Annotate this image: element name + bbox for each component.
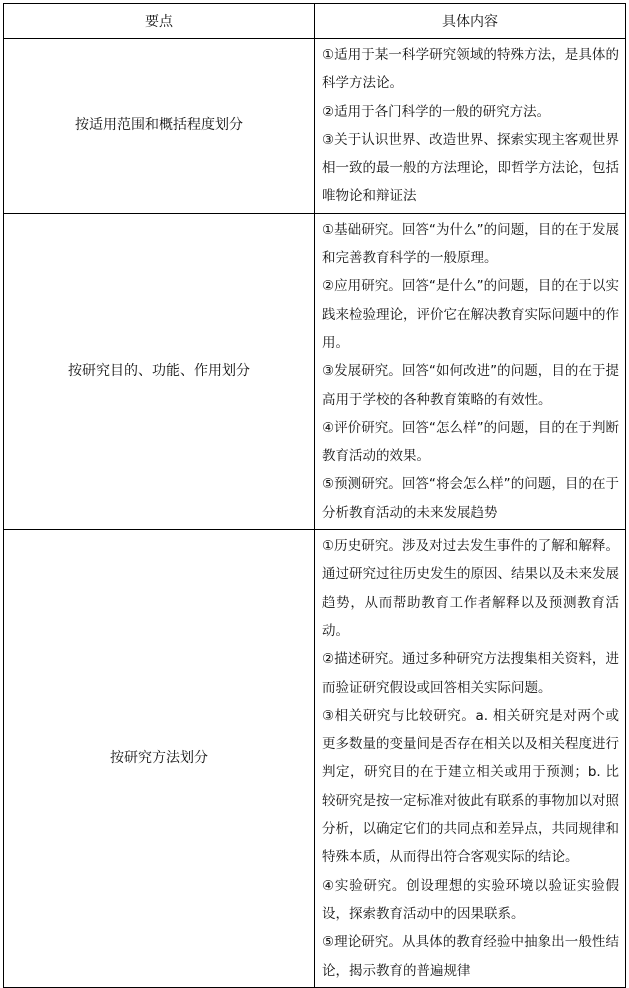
list-item: ①适用于某一科学研究领域的特殊方法，是具体的科学方法论。 [322, 47, 619, 92]
list-item: ③相关研究与比较研究。a. 相关研究是对两个或更多数量的变量间是否存在相关以及相关程度进行判定，研究目的在于建立相关或用于预测；b. 比较研究是按一定标准对彼此有联系的事物加以对照分析，以确定它们的共同点和差异点，共同规律和特殊本质，从而得出符合客观实际的结论。 [322, 707, 619, 866]
row-content [315, 213, 626, 529]
row-content [315, 39, 626, 214]
table-header-row [4, 4, 626, 39]
row-key: 按适用范围和概括程度划分 [4, 39, 315, 214]
list-item: ②适用于各门科学的一般的研究方法。 [322, 103, 551, 120]
table-row [4, 39, 626, 214]
list-item: ⑤理论研究。从具体的教育经验中抽象出一般性结论，揭示教育的普遍规律 [322, 934, 619, 979]
table-row [4, 530, 626, 988]
list-item: ③关于认识世界、改造世界、探索实现主客观世界相一致的最一般的方法理论，即哲学方法论，包括唯物论和辩证法 [322, 131, 619, 205]
row-key: 按研究目的、功能、作用划分 [4, 213, 315, 529]
methods-table [3, 3, 626, 988]
row-key: 按研究方法划分 [4, 530, 315, 988]
table-row [4, 213, 626, 529]
list-item: ②应用研究。回答“是什么”的问题，目的在于以实践来检验理论，评价它在解决教育实际问题中的作用。 [322, 278, 619, 351]
list-item: ①历史研究。涉及对过去发生事件的了解和解释。通过研究过往历史发生的原因、结果以及未来发展趋势，从而帮助教育工作者解释以及预测教育活动。 [322, 538, 619, 639]
row-content [315, 530, 626, 988]
header-content: 具体内容 [315, 4, 626, 39]
list-item: ③发展研究。回答“如何改进”的问题，目的在于提高用于学校的各种教育策略的有效性。 [322, 363, 619, 408]
list-item: ④实验研究。创设理想的实验环境以验证实验假设，探索教育活动中的因果联系。 [322, 877, 619, 922]
list-item: ⑤预测研究。回答“将会怎么样”的问题，目的在于分析教育活动的未来发展趋势 [322, 476, 619, 521]
header-key: 要点 [4, 4, 315, 39]
list-item: ④评价研究。回答“怎么样”的问题，目的在于判断教育活动的效果。 [322, 419, 619, 465]
list-item: ②描述研究。通过多种研究方法搜集相关资料，进而验证研究假设或回答相关实际问题。 [322, 651, 619, 696]
list-item: ①基础研究。回答“为什么”的问题，目的在于发展和完善教育科学的一般原理。 [322, 221, 619, 267]
